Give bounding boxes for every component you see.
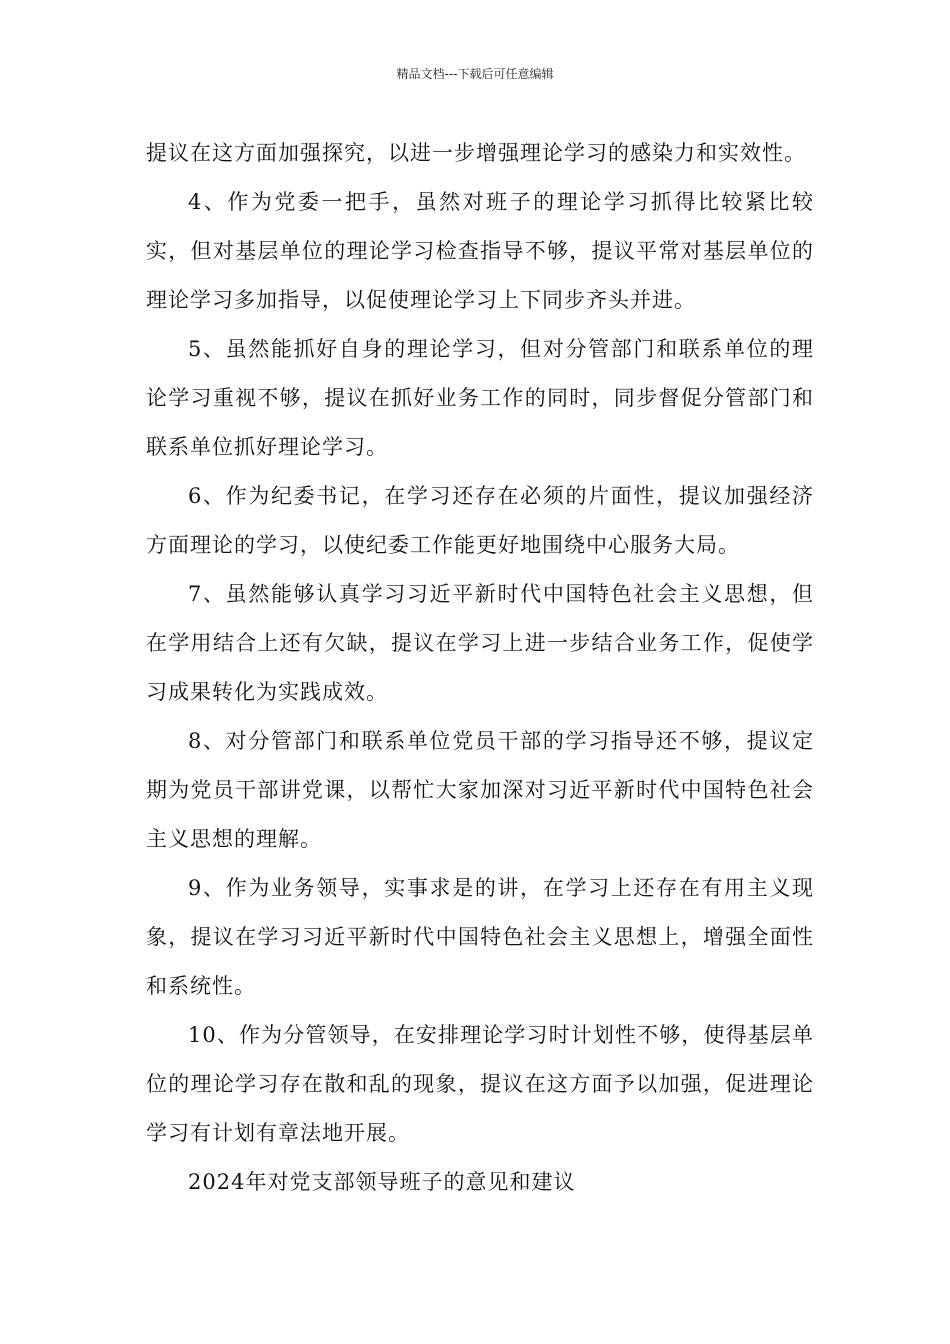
paragraph-continuation: 提议在这方面加强探究，以进一步增强理论学习的感染力和实效性。 <box>146 141 806 165</box>
section-title: 2024年对党支部领导班子的意见和建议 <box>188 1170 576 1194</box>
paragraph-item-10: 10、作为分管领导，在安排理论学习时计划性不够，使得基层单位的理论学习存在散和乱的现象，提议在这方面予以加强，促进理论学习有计划有章法地开展。 <box>146 1023 814 1145</box>
paragraph-item-9: 9、作为业务领导，实事求是的讲，在学习上还存在有用主义现象，提议在学习习近平新时代中国特色社会主义思想上，增强全面性和系统性。 <box>146 876 814 998</box>
page-header: 精品文档---下载后可任意编辑 <box>396 67 554 81</box>
paragraph-item-6: 6、作为纪委书记，在学习还存在必须的片面性，提议加强经济方面理论的学习，以使纪委工作能更好地围绕中心服务大局。 <box>146 484 814 557</box>
paragraph-item-8: 8、对分管部门和联系单位党员干部的学习指导还不够，提议定期为党员干部讲党课，以帮忙大家加深对习近平新时代中国特色社会主义思想的理解。 <box>146 729 814 851</box>
document-body <box>146 129 814 1207</box>
paragraph-item-5: 5、虽然能抓好自身的理论学习，但对分管部门和联系单位的理论学习重视不够，提议在抓好业务工作的同时，同步督促分管部门和联系单位抓好理论学习。 <box>146 337 814 459</box>
paragraph-item-4: 4、作为党委一把手，虽然对班子的理论学习抓得比较紧比较实，但对基层单位的理论学习检查指导不够，提议平常对基层单位的理论学习多加指导，以促使理论学习上下同步齐头并进。 <box>146 190 814 312</box>
paragraph-item-7: 7、虽然能够认真学习习近平新时代中国特色社会主义思想，但在学用结合上还有欠缺，提议在学习上进一步结合业务工作，促使学习成果转化为实践成效。 <box>146 582 814 704</box>
